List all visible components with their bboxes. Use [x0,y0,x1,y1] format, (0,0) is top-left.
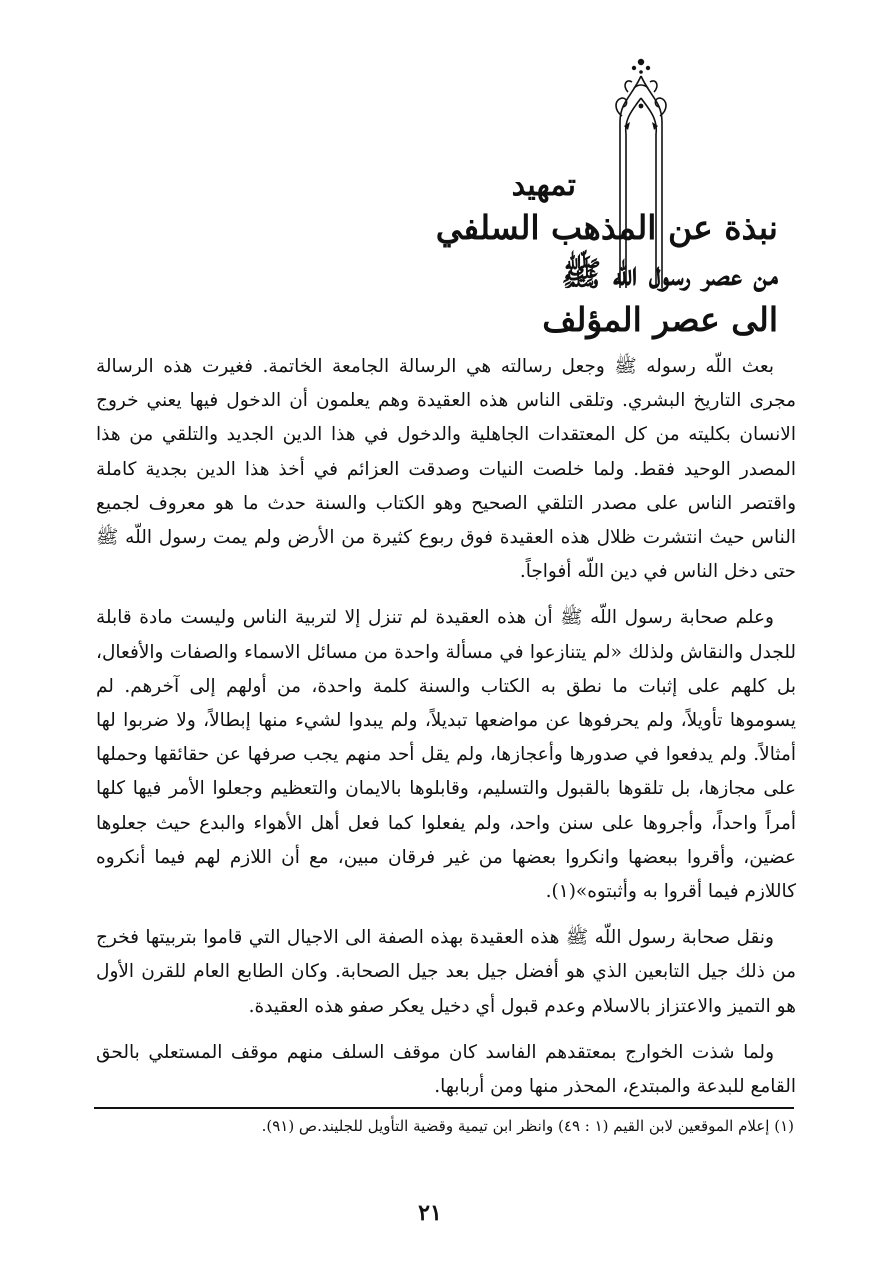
paragraph-1: بعث اللّه رسوله ﷺ وجعل رسالته هي الرسالة الجامعة الخاتمة. فغيرت هذه الرسالة مجرى التاريخ البشري. وتلقى الناس هذه العقيدة وهم يعلمون أن الدخول فيها يعني خروج الانسان بكليته من كل المعتقدات الجاهلية والدخول في هذا الدين الجديد والتلقي من هذا المصدر الوحيد فقط. ولما خلصت النيات وصدقت العزائم في أخذ هذا الدين بجدية كاملة واقتصر الناس على مصدر التلقي الصحيح وهو الكتاب والسنة حدث ما هو معروف لجميع الناس حيث انتشرت ظلال هذه العقيدة فوق ربوع كثيرة من الأرض ولم يمت رسول اللّه ﷺ حتى دخل الناس في دين اللّه أفواجاً. [96,356,796,583]
body-text [96,350,796,1116]
paragraph-2: وعلم صحابة رسول اللّه ﷺ أن هذه العقيدة لم تنزل إلا لتربية الناس وليست مادة قابلة للجدل والنقاش ولذلك «لم يتنازعوا في مسألة واحدة من مسائل الاسماء والصفات والأفعال، بل كلهم على إثبات ما نطق به الكتاب والسنة كلمة واحدة، من أولهم إلى آخرهم. لم يسوموها تأويلاً، ولم يحرفوها عن مواضعها تبديلاً، ولم يبدوا لشيء منها إبطالاً، ولا ضربوا لها أمثالاً. ولم يدفعوا في صدورها وأعجازها، ولم يقل أحد منهم يجب صرفها عن حقائقها وحملها على مجازها، بل تلقوها بالقبول والتسليم، وقابلوها بالايمان والتعظيم وجعلوا الأمر فيها كلها أمراً واحداً، وأجروها على سنن واحد، ولم يفعلوا كما فعل أهل الأهواء والبدع حيث جعلوها عضين، وأقروا ببعضها وانكروا بعضها من غير فرقان مبين، مع أن اللازم لهم فيما أنكروه كاللازم فيما أقروا به وأثبتوه»(١). [96,607,796,903]
footnote-divider [94,1107,794,1109]
footnote: (١) إعلام الموقعين لابن القيم (١ : ٤٩) وانظر ابن تيمية وقضية التأويل للجليند.ص (٩١). [261,1117,794,1135]
paragraph-4: ولما شذت الخوارج بمعتقدهم الفاسد كان موقف السلف منهم موقف المستعلي بالحق القامع للبدعة والمبتدع، المحذر منها ومن أربابها. [96,1041,796,1098]
page-number: ٢١ [418,1200,442,1226]
section-label: تمهيد [511,168,576,203]
chapter-title-line-1: نبذة عن المذهب السلفي [435,208,778,247]
paragraph-3: ونقل صحابة رسول اللّه ﷺ هذه العقيدة بهذه الصفة الى الاجيال التي قاموا بتربيتها فخرج من ذلك جيل التابعين الذي هو أفضل جيل بعد جيل الصحابة. وكان الطابع العام للقرن الأول هو التميز والاعتزاز بالاسلام وعدم قبول أي دخيل يعكر صفو هذه العقيدة. [96,927,796,1017]
chapter-title-line-2: من عصر رسول اللّه ﷺ [561,254,778,293]
chapter-title [436,205,778,343]
chapter-title-line-3: الى عصر المؤلف [542,300,778,339]
